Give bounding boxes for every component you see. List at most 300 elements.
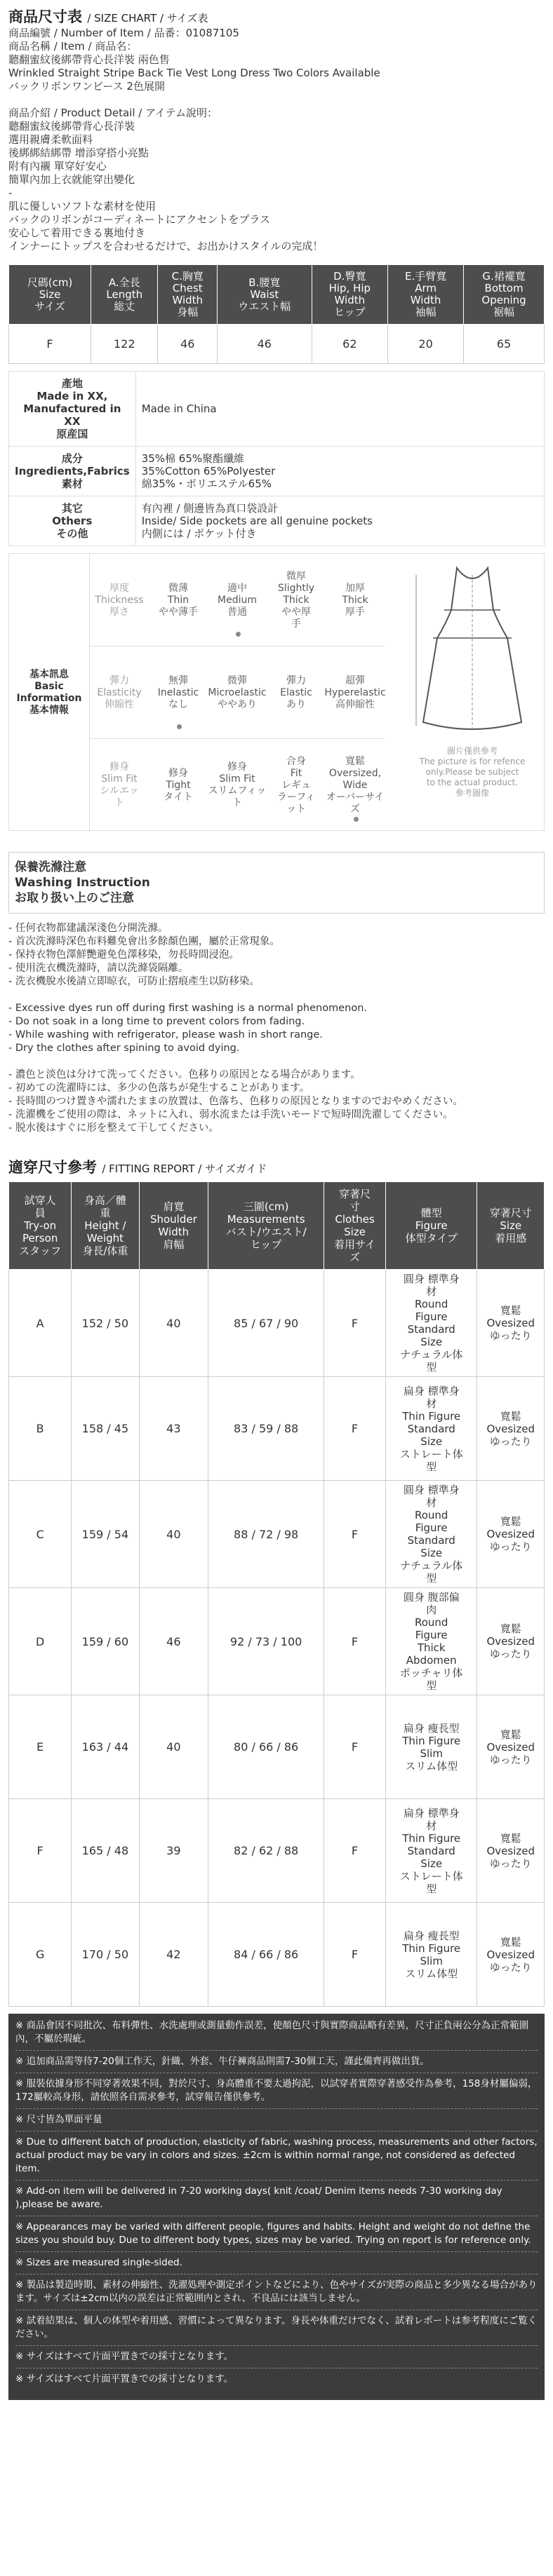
care-line: - 洗濯機をご使用の際は、ネットに入れ、弱水流または手洗いモードで短時間洗濯してください。: [8, 1109, 453, 1120]
header-line: Size: [344, 1226, 366, 1238]
info-head-line: その他: [56, 527, 88, 540]
fitting-cell: F: [324, 1799, 386, 1903]
option-line: Elastic: [280, 686, 312, 698]
header-line: Shoulder: [149, 1213, 197, 1226]
note-line: ※ Add-on item will be delivered in 7-20 working days( knit /coat/ Denim items needs 7-30 working day ),please be aware.: [15, 2185, 538, 2216]
option-line: レギュ: [281, 779, 311, 791]
fitting-cell: 85 / 67 / 90: [208, 1270, 324, 1377]
option-line: 高伸縮性: [335, 698, 375, 710]
header-line: Figure: [415, 1219, 448, 1232]
info-value-line: 綿35%・ポリエステル65%: [141, 477, 272, 490]
fitting-cell: 165 / 48: [72, 1799, 139, 1903]
figure-line: 型: [426, 1460, 437, 1473]
info-row: [9, 372, 545, 447]
figure-line: 扁身 標準身: [403, 1806, 460, 1819]
basic-info-label: [9, 554, 90, 832]
option-line: ット: [286, 803, 306, 815]
figure-line: 型: [426, 1679, 437, 1692]
fitting-header: [139, 1182, 208, 1270]
care-line: - 使用洗衣機洗滌時，請以洗滌袋隔離。: [8, 963, 189, 974]
care-line: - 洗衣機脫水後請立即晾衣，可防止摺痕產生以防移染。: [8, 976, 260, 987]
header-line: ヒップ: [250, 1238, 282, 1251]
fitting-row: [9, 1588, 545, 1695]
option-line: スリムフィッ: [208, 785, 267, 796]
note-line: ※ Appearances may be varied with different people, figures and habits. Height and weight do not define the sizes you should buy. Due to different body types, sizes may be varied. Trying on report is for reference only.: [15, 2221, 538, 2252]
header-line: B.腰寬: [248, 276, 281, 289]
note-line: ※ 尺寸皆為單面平量: [15, 2113, 538, 2131]
info-head-line: 產地: [61, 377, 83, 390]
care-line: - 濃色と淡色は分けて洗ってください。色移りの原因となる場合があります。: [8, 1069, 361, 1080]
figure-line: 圓身 腹部偏: [403, 1591, 460, 1604]
figure-line: 材: [426, 1285, 437, 1298]
figure-line: 型: [426, 1361, 437, 1374]
size-table-header: [388, 265, 464, 325]
option-line: Wide: [342, 779, 368, 791]
figure-line: Standard: [407, 1323, 455, 1336]
fitting-cell: C: [9, 1481, 72, 1588]
header-line: Width: [334, 294, 366, 306]
figure-line: Figure: [415, 1629, 448, 1641]
header-line: C.胸寬: [171, 270, 204, 283]
care-box: [8, 852, 545, 914]
header-line: Person: [22, 1232, 58, 1245]
figure-line: Standard: [407, 1844, 455, 1857]
size-cell: 20: [388, 325, 464, 364]
care-instructions: [0, 914, 553, 1135]
info-value: [135, 447, 544, 496]
option-line: 厚手: [345, 606, 365, 618]
figure-cell: [385, 1799, 477, 1903]
option-line: 寬鬆: [345, 755, 365, 767]
fitting-row: [9, 1377, 545, 1481]
fit-line: 寬鬆: [500, 1831, 521, 1845]
option-line: 微厚: [286, 570, 306, 582]
basic-info-grid: [8, 553, 545, 831]
option-line: ややあり: [218, 698, 257, 710]
fitting-cell: F: [324, 1481, 386, 1588]
fitting-cell: A: [9, 1270, 72, 1377]
fitting-cell: F: [324, 1903, 386, 2007]
basic-option: [326, 646, 385, 739]
option-line: Thin: [167, 594, 189, 606]
note-line: ※ Sizes are measured single-sided.: [15, 2256, 538, 2275]
option-line: Oversized,: [328, 767, 382, 779]
figure-line: Figure: [415, 1521, 448, 1534]
care-line: - 初めての洗濯時には、多少の色落ちが発生することがあります。: [8, 1083, 310, 1094]
size-table-header: [464, 265, 545, 325]
option-line: Medium: [218, 594, 257, 606]
description-line: 商品名稱 / Item / 商品名：: [8, 40, 138, 53]
header-line: ウエスト幅: [238, 299, 291, 313]
basic-row: [90, 554, 385, 646]
note-line: ※ 試着結果は、個人の体型や着用感、習慣によって異なります。身長や体重だけでなく、試着レポートは参考程度にご覧ください。: [15, 2314, 538, 2346]
label-line: シルエッ: [100, 785, 139, 796]
option-line: タイト: [164, 791, 193, 803]
fit-line: Ovesized: [486, 1844, 535, 1857]
header-line: 総丈: [114, 299, 135, 313]
care-line: - Excessive dyes run off during first washing is a normal phenomenon.: [8, 1003, 367, 1014]
fitting-cell: 40: [139, 1270, 208, 1377]
info-head: [9, 372, 136, 447]
info-head-line: 素材: [61, 477, 83, 490]
header-line: Weight: [86, 1232, 124, 1245]
size-cell: 46: [158, 325, 218, 364]
size-table-row: [9, 325, 545, 364]
info-table: [8, 371, 545, 546]
fitting-cell: F: [324, 1588, 386, 1695]
fitting-cell: 159 / 54: [72, 1481, 139, 1588]
option-line: 彈力: [286, 674, 306, 686]
fitting-cell: 40: [139, 1481, 208, 1588]
fit-cell: [477, 1695, 545, 1799]
size-table-header: [312, 265, 387, 325]
notes-box: [8, 2014, 545, 2400]
fitting-cell: F: [324, 1270, 386, 1377]
info-value-line: 35%Cotton 65%Polyester: [141, 465, 276, 477]
label-line: 修身: [109, 761, 129, 773]
note-line: ※ サイズはすべて片面平置きでの採寸となります。: [15, 2373, 234, 2385]
selected-dot-icon: [236, 632, 241, 637]
basic-label-line: Basic: [34, 681, 64, 692]
description-line: [8, 93, 545, 107]
label-line: 厚度: [109, 582, 129, 594]
dress-diagram-icon: [402, 561, 542, 743]
option-line: 無彈: [168, 674, 188, 686]
fitting-cell: F: [324, 1695, 386, 1799]
header-line: 寸: [349, 1200, 361, 1213]
header-line: 身長/体重: [82, 1245, 128, 1257]
figure-line: 型: [426, 1572, 437, 1585]
info-head-line: 原産国: [56, 428, 88, 440]
figure-line: Figure: [415, 1310, 448, 1323]
header-line: 着用サイ: [334, 1238, 375, 1251]
option-line: 加厚: [345, 582, 365, 594]
fitting-cell: F: [324, 1377, 386, 1481]
figure-line: Size: [420, 1336, 443, 1348]
figure-line: 圓身 標準身: [403, 1484, 460, 1496]
note-line: ※ Due to different batch of production, elasticity of fabric, washing process, measurements and other factors, actual product may be vary in colors and sizes. ±2cm is within normal range, not considered as defected item.: [15, 2136, 538, 2181]
info-value-line: 内側には / ポケット付き: [141, 527, 257, 540]
figure-line: スリム体型: [405, 1967, 458, 1980]
size-table-header: [91, 265, 158, 325]
basic-row-label: [90, 739, 149, 832]
header-line: Hip, Hip: [328, 282, 371, 294]
fit-line: ゆったり: [489, 1540, 532, 1553]
fit-line: 寬鬆: [500, 1622, 521, 1635]
header-line: Arm: [415, 282, 437, 294]
fit-line: ゆったり: [489, 1435, 532, 1448]
fitting-header: [385, 1182, 477, 1270]
fit-line: 寬鬆: [500, 1304, 521, 1317]
figure-line: Slim: [420, 1747, 443, 1760]
header-line: Try-on: [24, 1219, 57, 1232]
fitting-cell: 88 / 72 / 98: [208, 1481, 324, 1588]
figure-line: Round: [414, 1616, 448, 1629]
header-line: Measurements: [227, 1213, 305, 1226]
info-head-line: Others: [52, 515, 93, 527]
header-line: Width: [158, 1226, 189, 1238]
option-line: 修身: [227, 761, 247, 773]
fitting-cell: 39: [139, 1799, 208, 1903]
figure-cell: [385, 1588, 477, 1695]
care-line: - 保持衣物色澤鮮艷避免色澤移染，勿長時間浸泡。: [8, 949, 239, 961]
figure-line: Thick: [417, 1641, 446, 1654]
option-line: Tight: [166, 779, 191, 791]
fitting-row: [9, 1481, 545, 1588]
header-line: 員: [34, 1207, 46, 1219]
info-head-line: 成分: [61, 452, 83, 465]
fit-line: 寬鬆: [500, 1515, 521, 1528]
fitting-cell: 40: [139, 1695, 208, 1799]
fitting-cell: D: [9, 1588, 72, 1695]
header-line: Size: [39, 287, 61, 301]
caption-line: 圖片僅供參考: [446, 746, 498, 756]
fitting-cell: 82 / 62 / 88: [208, 1799, 324, 1903]
fitting-cell: 170 / 50: [72, 1903, 139, 2007]
basic-row: [90, 739, 385, 832]
header-line: Length: [106, 287, 143, 301]
option-line: なし: [168, 698, 188, 710]
figure-line: ナチュラル体: [400, 1348, 463, 1361]
info-head: [9, 447, 136, 496]
caption-line: only.Please be subject: [425, 767, 519, 777]
figure-cell: [385, 1695, 477, 1799]
option-line: Microelastic: [208, 686, 267, 698]
fitting-cell: 80 / 66 / 86: [208, 1695, 324, 1799]
figure-line: 型: [426, 1882, 437, 1895]
care-line: - Dry the clothes after spining to avoid dying.: [8, 1043, 240, 1054]
header-line: Bottom: [484, 282, 524, 294]
figure-line: ストレート体: [399, 1869, 463, 1883]
basic-option: [208, 739, 267, 832]
header-line: 肩寬: [163, 1200, 185, 1213]
header-line: D.臀寬: [333, 270, 366, 283]
description-line: バックのリボンがコーディネートにアクセントをプラス: [8, 213, 270, 226]
care-line: - 任何衣物都建議深淺色分開洗滌。: [8, 923, 168, 934]
basic-option: [149, 739, 208, 832]
basic-label-line: 基本訊息: [29, 669, 69, 680]
basic-label-line: Information: [16, 693, 82, 704]
label-line: ト: [114, 797, 124, 808]
figure-line: Standard: [407, 1534, 455, 1547]
option-line: 合身: [286, 755, 306, 767]
fitting-cell: 43: [139, 1377, 208, 1481]
basic-label-line: 基本情報: [29, 705, 69, 716]
fit-line: Ovesized: [486, 1528, 535, 1540]
header-line: 身高／體: [84, 1194, 126, 1207]
header-line: Clothes: [335, 1213, 375, 1226]
fitting-header: [208, 1182, 324, 1270]
fit-line: Ovesized: [486, 1635, 535, 1648]
fitting-row: [9, 1695, 545, 1799]
header-line: E.手臂寬: [404, 270, 447, 283]
option-line: Slim Fit: [219, 773, 255, 785]
header-line: G.裙襬寬: [482, 270, 526, 283]
fitting-row: [9, 1903, 545, 2007]
fit-line: 寬鬆: [500, 1409, 521, 1423]
figure-line: 圓身 標準身: [403, 1273, 460, 1285]
option-line: 普通: [227, 606, 247, 618]
header-line: 三圍(cm): [243, 1200, 289, 1213]
option-line: やや薄手: [159, 606, 198, 618]
care-line: - 脱水後はすぐに形を整えて干してください。: [8, 1123, 219, 1134]
figure-cell: [385, 1270, 477, 1377]
header-line: Opening: [481, 294, 526, 306]
basic-option: [267, 646, 326, 739]
size-cell: F: [9, 325, 91, 364]
figure-line: Standard: [407, 1422, 455, 1435]
option-line: 手: [291, 618, 301, 630]
care-line: - 首次洗滌時深色布料難免會出多餘顏色團，屬於正常現象。: [8, 936, 280, 947]
fitting-cell: 163 / 44: [72, 1695, 139, 1799]
fit-line: 寬鬆: [500, 1728, 521, 1741]
option-line: Inelastic: [157, 686, 199, 698]
fitting-header: [477, 1182, 545, 1270]
caption-line: The picture is for refence: [419, 757, 526, 766]
description-line: インナーにトップスを合わせるだけで、お出かけスタイルの完成！: [8, 240, 324, 252]
fitting-header: [9, 1182, 72, 1270]
selected-dot-icon: [177, 724, 182, 729]
header-line: Height /: [84, 1219, 126, 1232]
figure-line: 材: [426, 1496, 437, 1509]
fitting-cell: 152 / 50: [72, 1270, 139, 1377]
fitting-table: [8, 1181, 545, 2007]
description-line: 聽翻蜜紋後綁帶背心長洋裝 兩色售: [8, 53, 170, 66]
option-line: Slightly: [277, 582, 315, 594]
figure-line: Thin Figure: [402, 1831, 461, 1845]
option-line: 超彈: [345, 674, 365, 686]
option-line: やや厚: [281, 606, 311, 618]
figure-line: 扁身 標準身: [403, 1384, 460, 1397]
fitting-row: [9, 1270, 545, 1377]
header-line: 穿著尺寸: [489, 1207, 532, 1219]
header-line: 重: [100, 1207, 111, 1219]
header-line: 穿著尺: [339, 1188, 371, 1200]
fit-line: ゆったり: [489, 1329, 532, 1342]
size-table-header: [158, 265, 218, 325]
info-value: [135, 372, 544, 447]
figure-line: 材: [426, 1397, 437, 1410]
label-line: Thickness: [95, 594, 144, 606]
fitting-cell: 42: [139, 1903, 208, 2007]
size-cell: 46: [218, 325, 312, 364]
fit-line: ゆったり: [489, 1960, 532, 1974]
fitting-cell: 84 / 66 / 86: [208, 1903, 324, 2007]
header-line: 肩幅: [163, 1238, 185, 1251]
fitting-header: [324, 1182, 386, 1270]
fit-line: 寬鬆: [500, 1935, 521, 1948]
size-table-header: [218, 265, 312, 325]
figure-line: Thin Figure: [402, 1734, 461, 1747]
care-line: [8, 1055, 545, 1069]
info-value-line: Made in China: [141, 402, 217, 415]
fit-cell: [477, 1481, 545, 1588]
header-line: Size: [500, 1219, 522, 1232]
header-line: 試穿人: [24, 1194, 56, 1207]
fit-cell: [477, 1588, 545, 1695]
basic-row-label: [90, 554, 149, 646]
info-value-line: Inside/ Side pockets are all genuine pockets: [141, 515, 373, 527]
fit-line: Ovesized: [486, 1740, 535, 1754]
basic-option: [149, 646, 208, 739]
size-cell: 122: [91, 325, 158, 364]
header-line: サイズ: [34, 299, 65, 313]
description-line: 後綁綁結綁帶 增添穿搭小亮點: [8, 147, 149, 159]
size-table: [8, 264, 545, 364]
option-line: あり: [286, 698, 306, 710]
fit-line: Ovesized: [486, 1422, 535, 1435]
header-line: 尺碼(cm): [27, 276, 73, 289]
note-line: ※ 製品は製造時期、素材の伸縮性、洗濯処理や測定ポイントなどにより、色やサイズが実際の商品と多少異なる場合があります。サイズは±2cm以内の誤差は正常範囲内とされ、不良品には該当しません。: [15, 2279, 538, 2310]
description-line: 商品介紹 / Product Detail / アイテム說明：: [8, 107, 218, 119]
fit-cell: [477, 1377, 545, 1481]
fitting-cell: F: [9, 1799, 72, 1903]
figure-line: Size: [420, 1857, 443, 1870]
note-line: ※ サイズはすべて片面平置きでの採寸となります。: [15, 2350, 538, 2368]
option-line: オーバーサイ: [326, 791, 385, 803]
fitting-cell: G: [9, 1903, 72, 2007]
selected-dot-icon: [354, 817, 359, 822]
note-line: ※ 追加商品需等待7-20個工作天，針織、外套、牛仔褲商品則需7-30個工天，謹此備齊再做出貨。: [15, 2055, 538, 2073]
note-line: ※ 商品會因不同批次、布料彈性、水洗處理或測量動作誤差，使顏色尺寸與實際商品略有差異，尺寸正負兩公分為正常範圍內，不屬於瑕疵。: [15, 2019, 538, 2051]
description-line: 選用親膚柔軟面料: [8, 133, 93, 146]
basic-option: [267, 739, 326, 832]
figure-line: Slim: [420, 1954, 443, 1967]
header-line: 體型: [420, 1207, 442, 1219]
label-line: Elasticity: [97, 686, 142, 698]
header-line: 身幅: [177, 306, 199, 318]
basic-option: [208, 646, 267, 739]
header-line: 裾幅: [493, 306, 515, 318]
header-line: 体型タイプ: [405, 1232, 458, 1245]
size-chart-title: 商品尺寸表 / SIZE CHART / サイズ表: [8, 8, 208, 25]
basic-row: [90, 646, 385, 739]
header-line: ズ: [349, 1251, 361, 1263]
fit-line: ゆったり: [489, 1857, 532, 1870]
label-line: 彈力: [109, 674, 129, 686]
description-line: -: [8, 187, 13, 199]
fitting-cell: 92 / 73 / 100: [208, 1588, 324, 1695]
basic-option: [267, 554, 326, 646]
fitting-cell: 83 / 59 / 88: [208, 1377, 324, 1481]
size-chart-section: [0, 0, 553, 253]
basic-option: [149, 554, 208, 646]
care-title-jp: お取り扱い上のご注意: [15, 891, 134, 905]
description-line: 附有內襯 單穿好安心: [8, 160, 107, 172]
option-line: ト: [232, 797, 242, 808]
fitting-cell: 159 / 60: [72, 1588, 139, 1695]
option-line: 微彈: [227, 674, 247, 686]
option-line: Fit: [290, 767, 302, 779]
caption-line: to the actual product.: [426, 778, 519, 787]
fitting-row: [9, 1799, 545, 1903]
figure-line: Size: [420, 1547, 443, 1559]
figure-line: Round: [414, 1509, 448, 1521]
fit-line: Ovesized: [486, 1317, 535, 1329]
size-table-header: [9, 265, 91, 325]
figure-line: 肉: [426, 1604, 437, 1616]
description-line: 聽翻蜜紋後綁帶背心長洋裝: [8, 120, 135, 133]
header-line: A.全長: [108, 276, 140, 289]
option-line: 修身: [168, 767, 188, 779]
info-value-line: 35%棉 65%聚酯纖維: [141, 452, 245, 465]
info-head: [9, 496, 136, 546]
figure-line: スリム体型: [405, 1759, 458, 1772]
care-line: - Do not soak in a long time to prevent colors from fading.: [8, 1016, 305, 1027]
care-line: - 長時間のつけ置きや濡れたままの放置は、色落ち、色移りの原因となりますのでおやめください。: [8, 1096, 463, 1107]
header-line: Width: [172, 294, 204, 306]
header-line: Chest: [172, 282, 203, 294]
